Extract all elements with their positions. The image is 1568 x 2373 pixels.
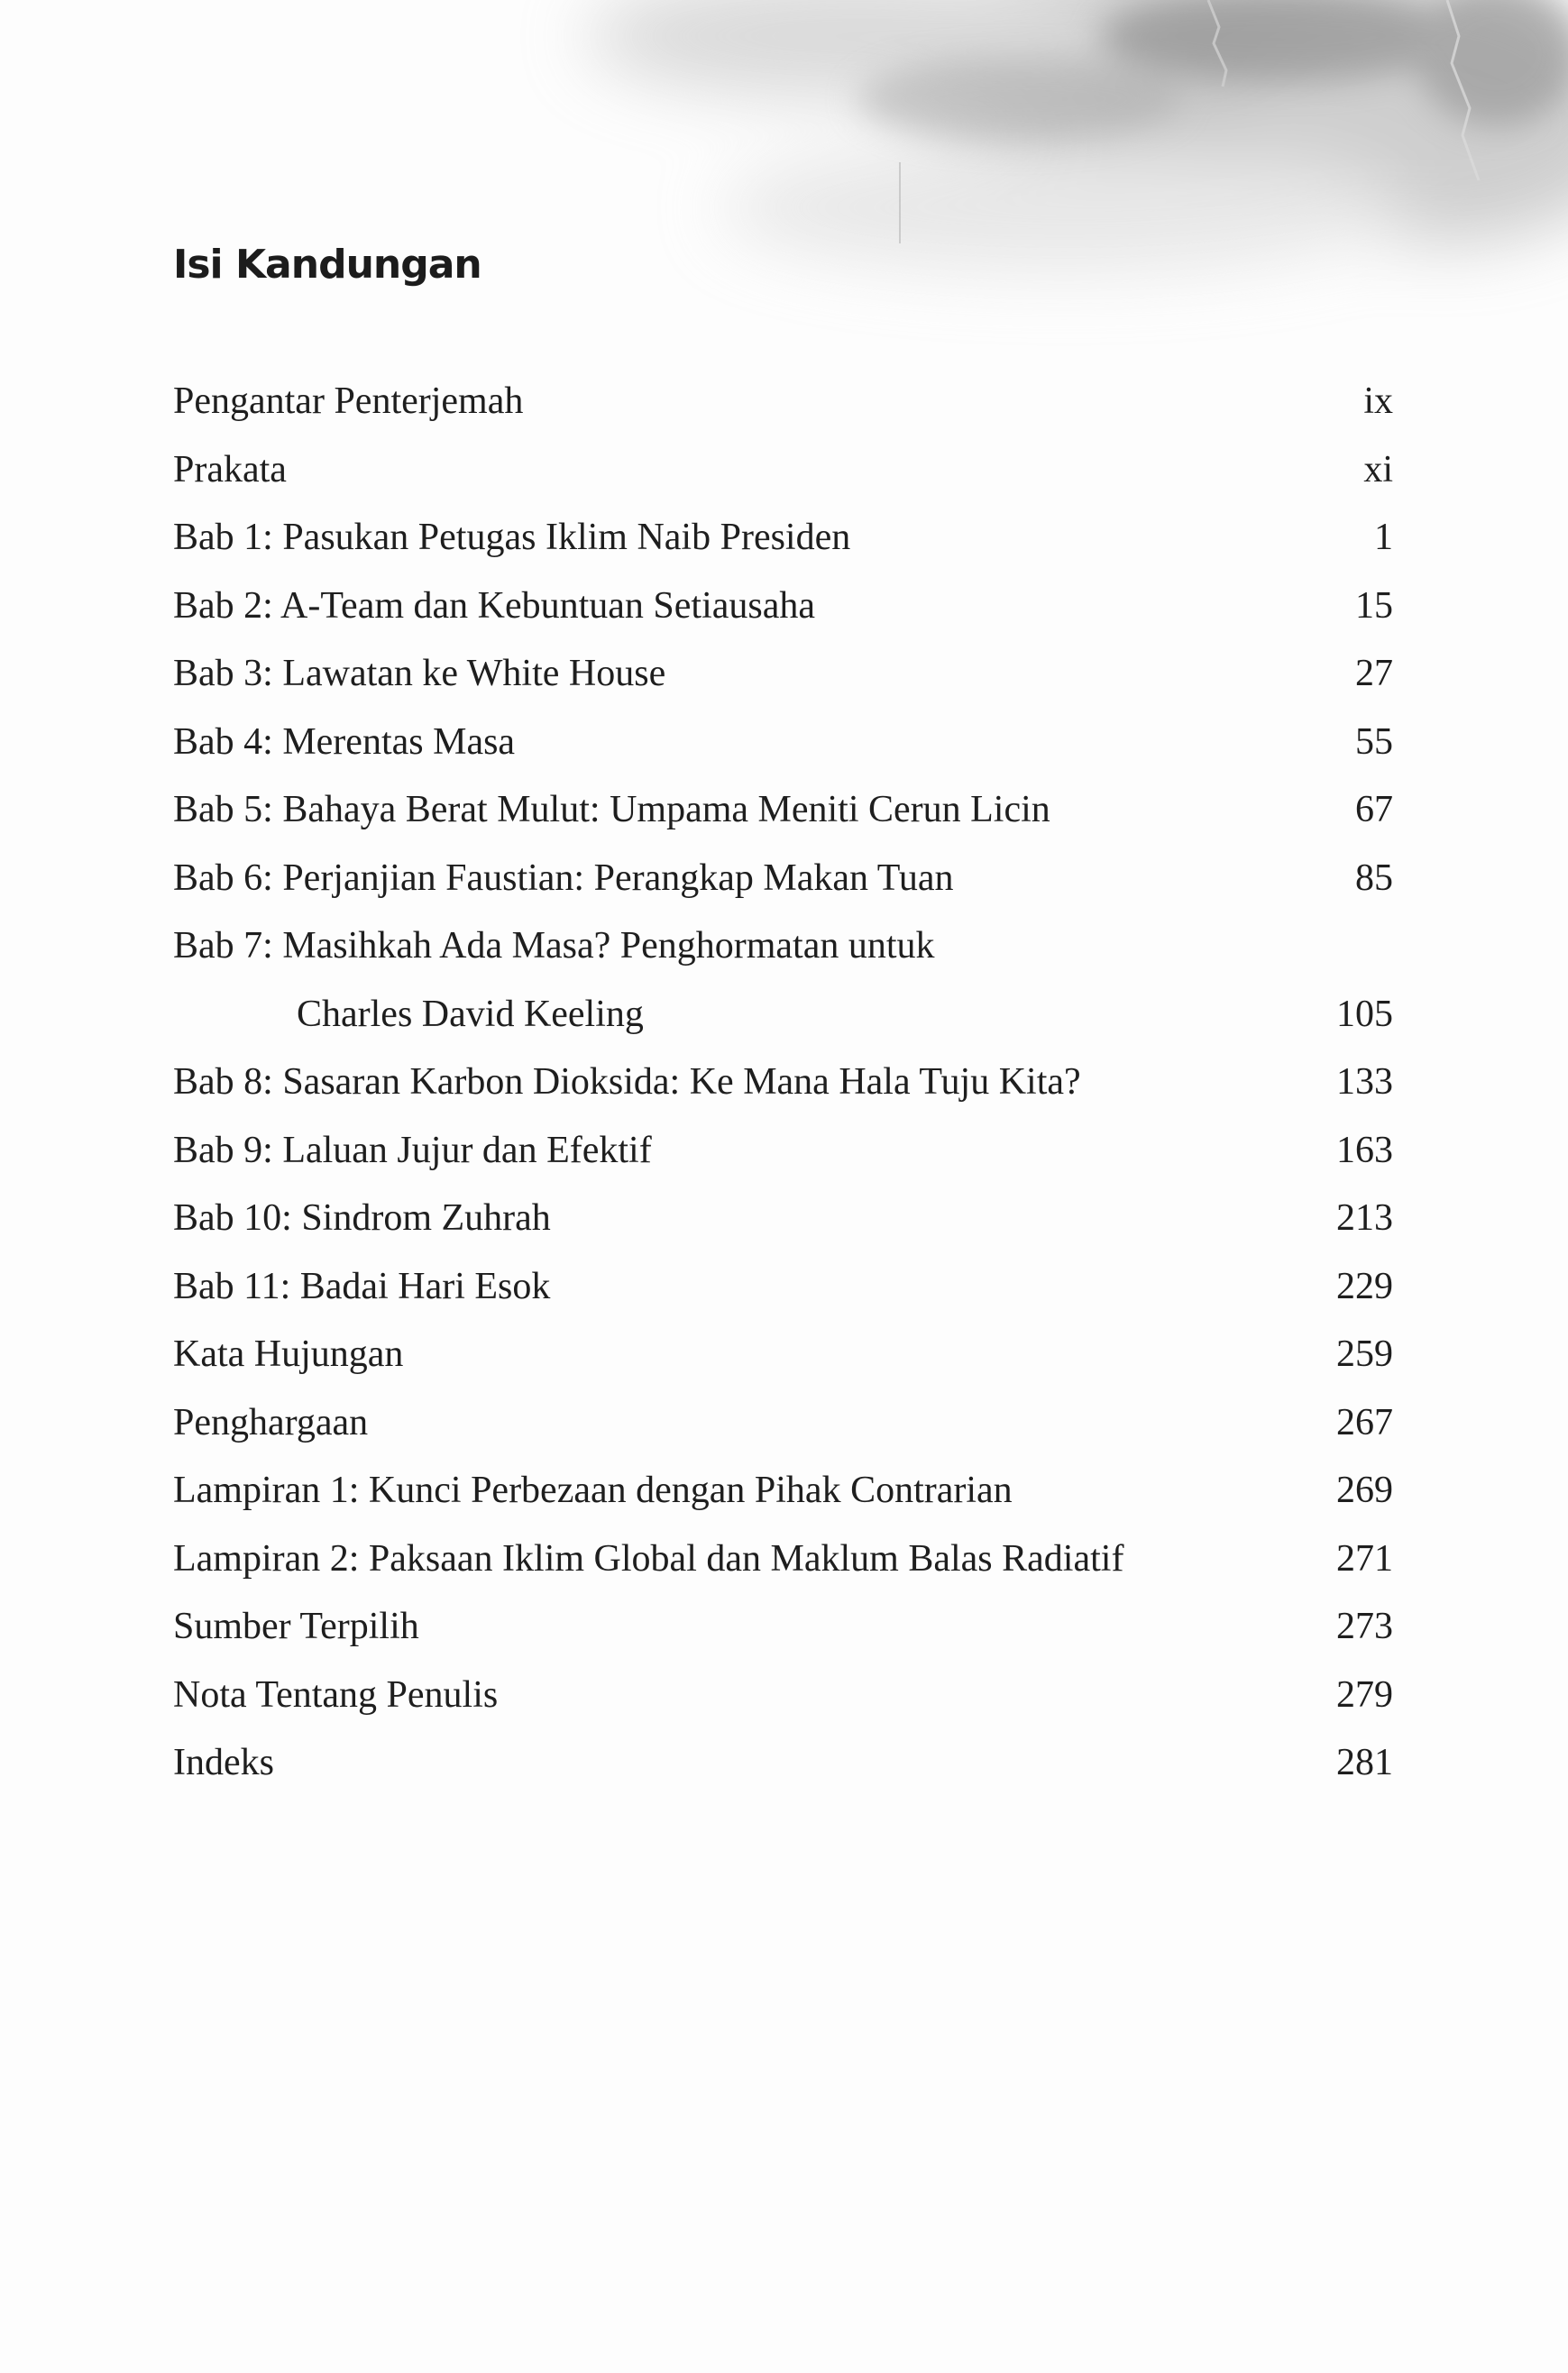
toc-entry[interactable]	[173, 573, 1393, 641]
toc-entry-title: Nota Tentang Penulis	[173, 1673, 499, 1716]
toc-entry-page: xi	[1363, 448, 1393, 490]
storm-cloud-illustration	[0, 0, 1568, 379]
toc-entry-page: 229	[1336, 1265, 1393, 1307]
toc-entry[interactable]	[173, 640, 1393, 709]
toc-entry-page: ix	[1363, 380, 1393, 422]
toc-entry-title: Lampiran 1: Kunci Perbezaan dengan Pihak Contrarian	[173, 1470, 1013, 1511]
toc-entry[interactable]	[173, 1185, 1393, 1253]
toc-entry-page: 281	[1336, 1742, 1393, 1783]
page-title: Isi Kandungan	[173, 242, 481, 288]
toc-entry[interactable]	[173, 1593, 1393, 1662]
toc-entry-title: Prakata	[173, 448, 287, 490]
toc-entry[interactable]	[173, 1526, 1393, 1594]
toc-entry-title: Bab 9: Laluan Jujur dan Efektif	[173, 1129, 652, 1171]
toc-entry-page: 271	[1336, 1537, 1393, 1580]
toc-entry-title: Charles David Keeling	[297, 993, 644, 1035]
toc-entry-title: Bab 2: A-Team dan Kebuntuan Setiausaha	[173, 584, 816, 627]
toc-entry-continuation[interactable]	[173, 981, 1393, 1049]
toc-entry-title: Bab 11: Badai Hari Esok	[173, 1265, 551, 1307]
toc-entry[interactable]	[173, 1321, 1393, 1389]
toc-entry-page: 15	[1355, 584, 1393, 627]
toc-entry-title: Bab 5: Bahaya Berat Mulut: Umpama Meniti Cerun Licin	[173, 789, 1050, 830]
toc-entry[interactable]	[173, 845, 1393, 913]
toc-entry-title: Pengantar Penterjemah	[173, 380, 524, 422]
toc-entry-page: 27	[1355, 653, 1393, 694]
toc-entry-page: 259	[1336, 1333, 1393, 1375]
toc-entry[interactable]	[173, 436, 1393, 505]
toc-entry-title: Indeks	[173, 1742, 274, 1783]
toc-entry-page: 273	[1336, 1606, 1393, 1647]
toc-entry-title: Bab 10: Sindrom Zuhrah	[173, 1197, 551, 1239]
toc-entry-page: 55	[1355, 720, 1393, 763]
toc-entry-title: Bab 3: Lawatan ke White House	[173, 653, 666, 694]
toc-entry[interactable]	[173, 1253, 1393, 1322]
toc-entry-title: Bab 1: Pasukan Petugas Iklim Naib Presiden	[173, 517, 851, 558]
toc-entry-title: Bab 8: Sasaran Karbon Dioksida: Ke Mana Hala Tuju Kita?	[173, 1061, 1081, 1103]
toc-entry[interactable]	[173, 368, 1393, 436]
toc-entry-title: Bab 7: Masihkah Ada Masa? Penghormatan untuk	[173, 925, 935, 967]
toc-entry[interactable]	[173, 1049, 1393, 1117]
toc-entry-page: 267	[1336, 1401, 1393, 1443]
toc-entry-title: Sumber Terpilih	[173, 1606, 419, 1647]
toc-entry-page: 67	[1355, 789, 1393, 830]
toc-entry-title: Bab 6: Perjanjian Faustian: Perangkap Makan Tuan	[173, 857, 954, 899]
table-of-contents	[173, 368, 1393, 1798]
toc-entry-title: Penghargaan	[173, 1401, 369, 1443]
toc-entry-page: 279	[1336, 1673, 1393, 1716]
toc-entry[interactable]	[173, 1389, 1393, 1458]
toc-entry[interactable]	[173, 1662, 1393, 1730]
toc-entry[interactable]	[173, 1729, 1393, 1798]
toc-entry-page: 133	[1336, 1061, 1393, 1103]
toc-entry-title: Kata Hujungan	[173, 1333, 404, 1375]
toc-entry-page: 105	[1336, 993, 1393, 1035]
toc-entry-title: Lampiran 2: Paksaan Iklim Global dan Maklum Balas Radiatif	[173, 1537, 1124, 1580]
toc-entry-page: 163	[1336, 1129, 1393, 1171]
toc-entry[interactable]	[173, 1117, 1393, 1186]
toc-entry-page: 85	[1355, 857, 1393, 899]
toc-entry[interactable]	[173, 776, 1393, 845]
toc-entry[interactable]	[173, 504, 1393, 573]
toc-entry[interactable]	[173, 709, 1393, 777]
toc-entry-page: 1	[1374, 517, 1393, 558]
toc-entry-page: 269	[1336, 1470, 1393, 1511]
toc-entry[interactable]	[173, 1457, 1393, 1526]
toc-entry-page: 213	[1336, 1197, 1393, 1239]
toc-entry[interactable]	[173, 912, 1393, 981]
toc-entry-title: Bab 4: Merentas Masa	[173, 720, 516, 763]
